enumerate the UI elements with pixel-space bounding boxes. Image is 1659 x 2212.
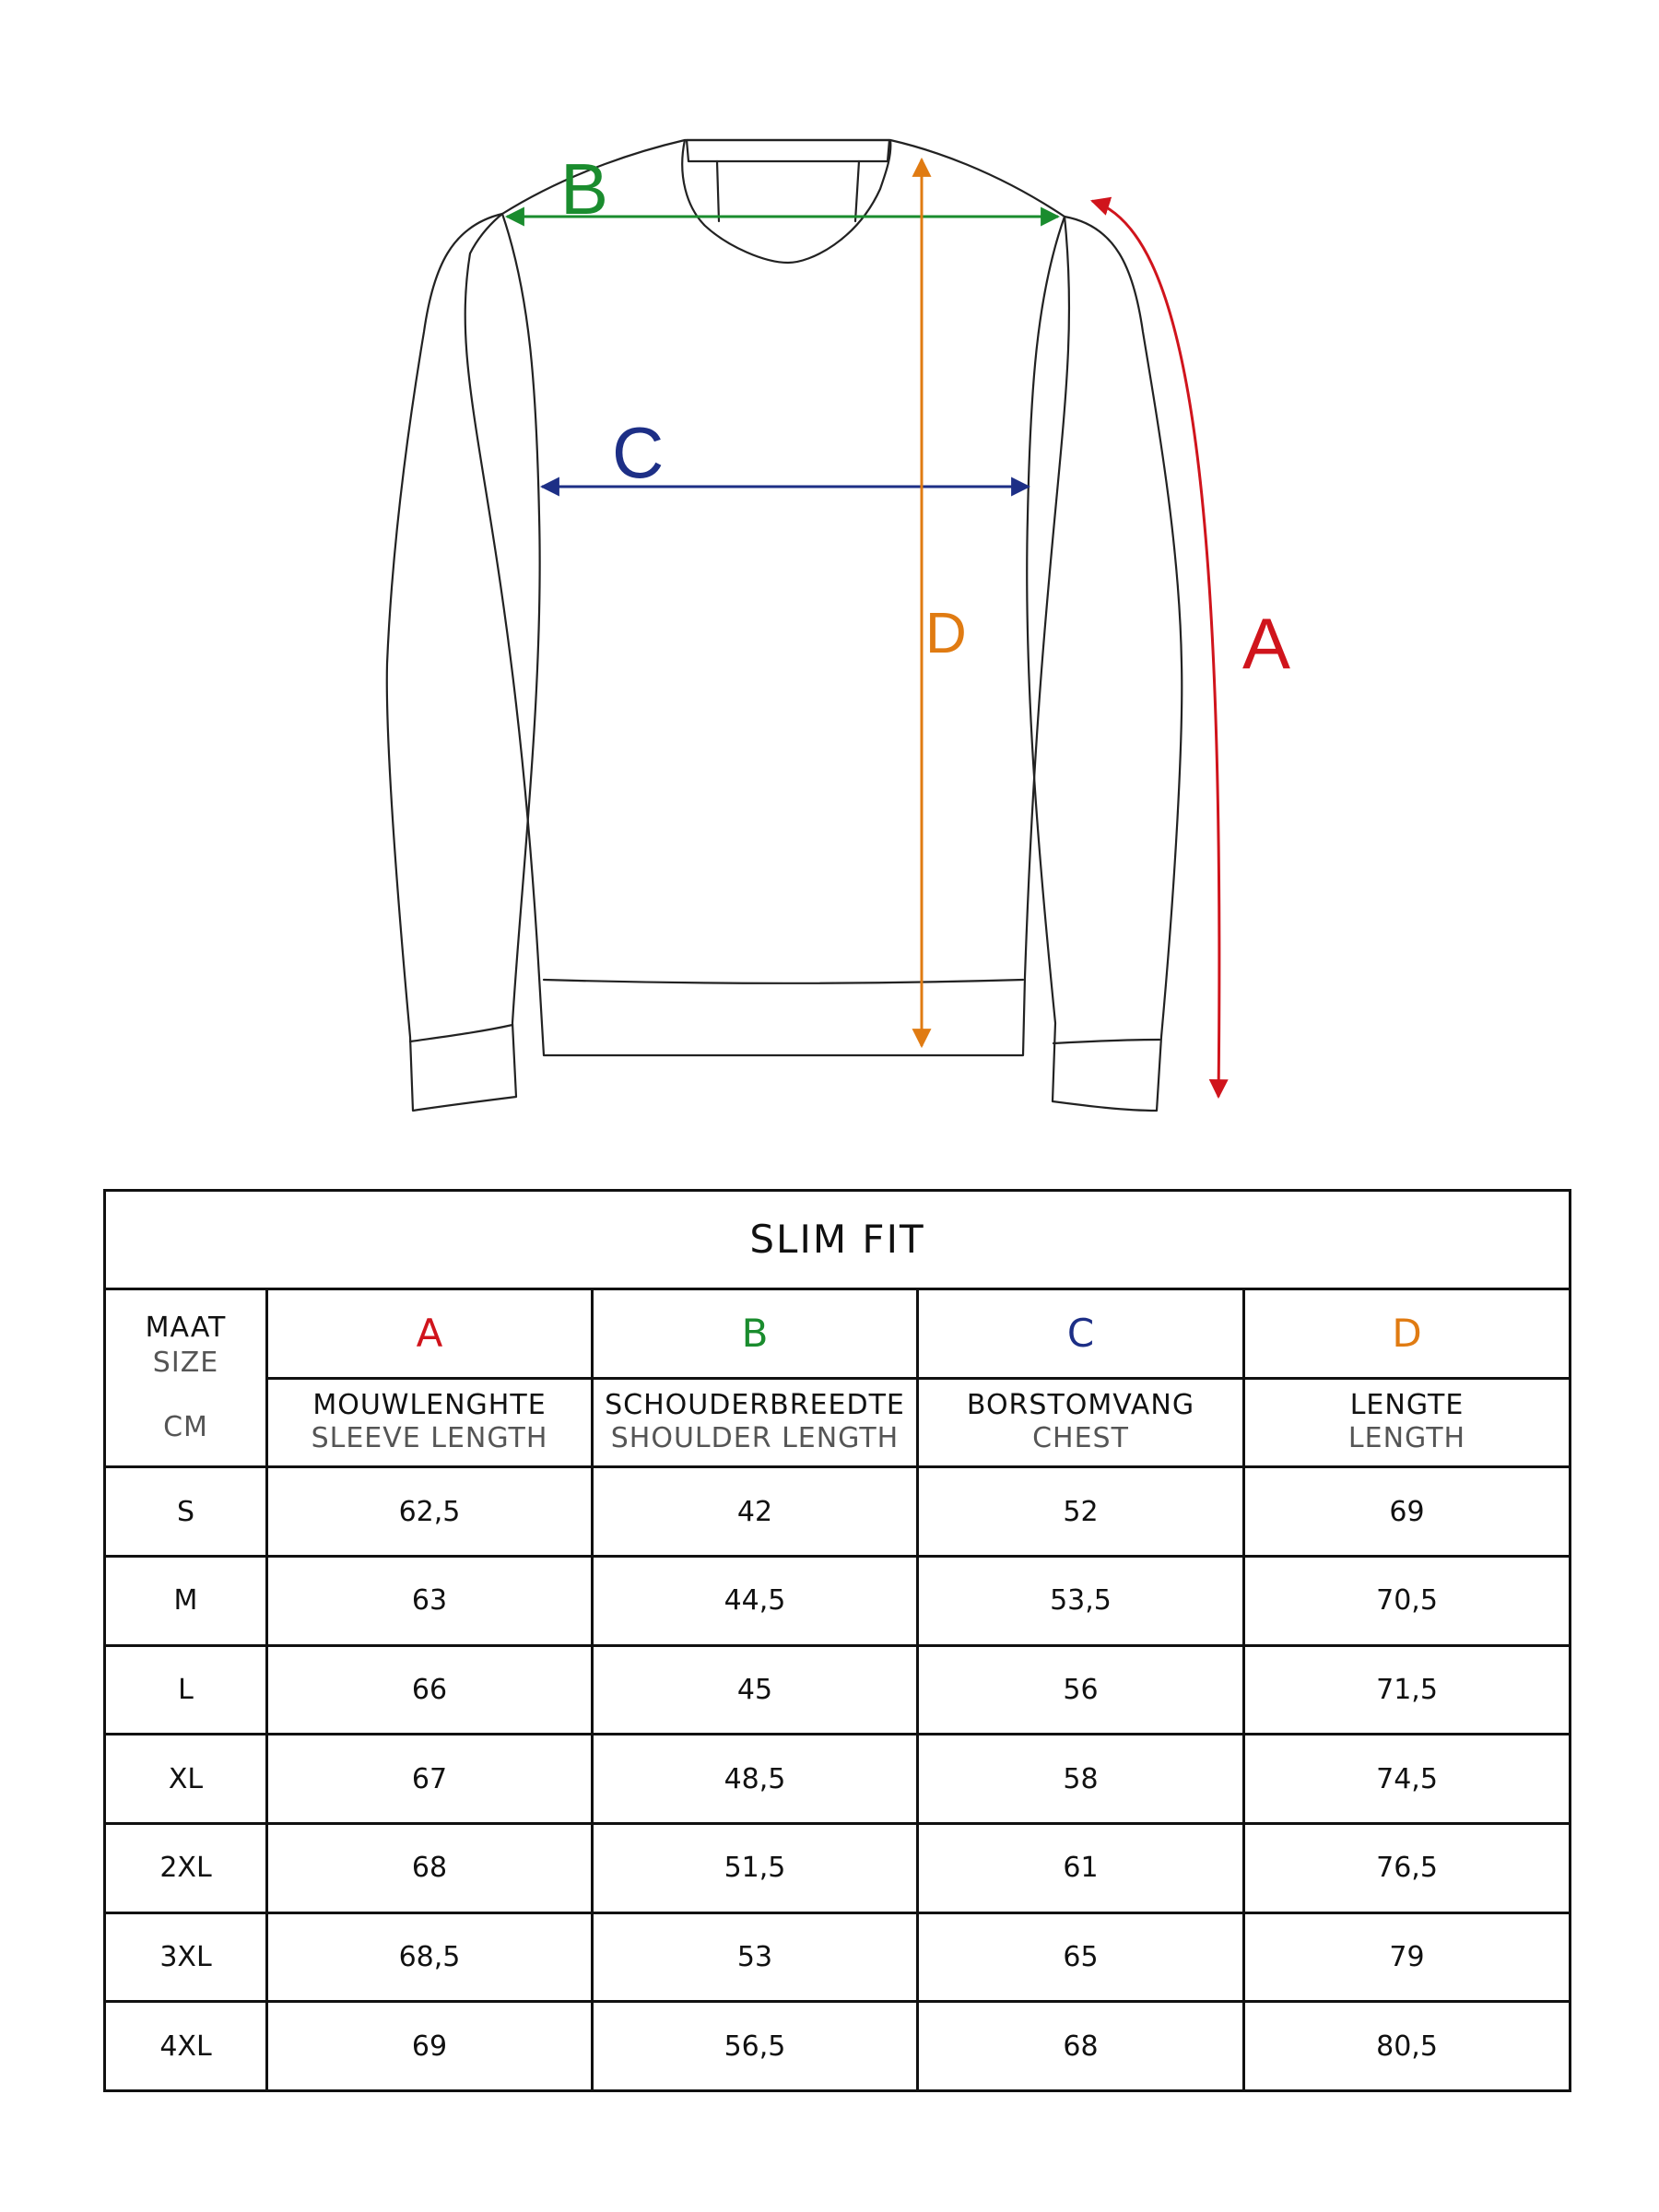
value-cell: 56,5 [593,2002,918,2091]
label-a: A [1242,603,1291,684]
col-header-b-nl: SCHOUDERBREEDTE [605,1389,905,1422]
left-sleeve [387,214,540,1111]
value-cell: 68 [918,2002,1244,2091]
col-header-d-en: LENGTH [1347,1422,1466,1455]
sweater-collar [682,140,890,263]
table-title: SLIM FIT [105,1191,1571,1289]
left-cuff-line [410,1025,512,1041]
value-cell: 69 [1244,1467,1571,1557]
col-header-a [267,1378,593,1467]
table-row [105,1645,1571,1735]
col-header-c [918,1378,1244,1467]
size-chart-table [103,1189,1571,2092]
size-cell: 2XL [105,1823,267,1912]
value-cell: 69 [267,2002,593,2091]
value-cell: 53,5 [918,1556,1244,1645]
col-letter-a: A [267,1288,593,1378]
table-title-row [105,1191,1571,1289]
size-cell: 3XL [105,1912,267,2002]
size-cell: M [105,1556,267,1645]
table-row [105,1556,1571,1645]
value-cell: 71,5 [1244,1645,1571,1735]
value-cell: 79 [1244,1912,1571,2002]
table-row [105,1823,1571,1912]
value-cell: 66 [267,1645,593,1735]
right-cuff-line [1053,1040,1159,1043]
size-cell: S [105,1467,267,1557]
table-row [105,1467,1571,1557]
value-cell: 62,5 [267,1467,593,1557]
right-sleeve [1027,217,1182,1111]
value-cell: 68 [267,1823,593,1912]
label-c: C [612,412,665,493]
label-d: D [925,602,967,665]
value-cell: 80,5 [1244,2002,1571,2091]
value-cell: 67 [267,1735,593,1824]
table-letter-row [105,1288,1571,1378]
size-cell: XL [105,1735,267,1824]
value-cell: 58 [918,1735,1244,1824]
sweater-body [465,140,1069,1055]
table-row [105,2002,1571,2091]
col-letter-d: D [1244,1288,1571,1378]
col-header-c-en: CHEST [1032,1422,1129,1455]
col-header-c-nl: BORSTOMVANG [966,1389,1195,1422]
col-letter-b: B [593,1288,918,1378]
value-cell: 45 [593,1645,918,1735]
col-header-b-en: SHOULDER LENGTH [610,1422,900,1455]
col-header-d [1244,1378,1571,1467]
value-cell: 53 [593,1912,918,2002]
col-header-b [593,1378,918,1467]
col-letter-c: C [918,1288,1244,1378]
sweater-collar-rib [717,161,859,221]
label-b: B [560,148,609,229]
size-header-cell [105,1288,267,1466]
size-header-en: SIZE [152,1347,219,1380]
value-cell: 70,5 [1244,1556,1571,1645]
value-cell: 42 [593,1467,918,1557]
value-cell: 68,5 [267,1912,593,2002]
value-cell: 51,5 [593,1823,918,1912]
table-header-row [105,1378,1571,1467]
value-cell: 61 [918,1823,1244,1912]
value-cell: 48,5 [593,1735,918,1824]
value-cell: 65 [918,1912,1244,2002]
arrow-a-sleeve-length [1092,201,1219,1097]
value-cell: 44,5 [593,1556,918,1645]
sweater-outline [387,140,1182,1111]
sweater-collar-inner [687,140,889,161]
size-cell: 4XL [105,2002,267,2091]
waistband-line [544,980,1023,983]
value-cell: 56 [918,1645,1244,1735]
table-row [105,1735,1571,1824]
size-header-nl: MAAT [145,1312,227,1345]
col-header-d-nl: LENGTE [1349,1389,1465,1422]
col-header-a-nl: MOUWLENGHTE [312,1389,547,1422]
value-cell: 63 [267,1556,593,1645]
col-header-a-en: SLEEVE LENGTH [311,1422,548,1455]
value-cell: 76,5 [1244,1823,1571,1912]
unit-label: CM [163,1411,208,1444]
value-cell: 74,5 [1244,1735,1571,1824]
table-row [105,1912,1571,2002]
value-cell: 52 [918,1467,1244,1557]
size-cell: L [105,1645,267,1735]
